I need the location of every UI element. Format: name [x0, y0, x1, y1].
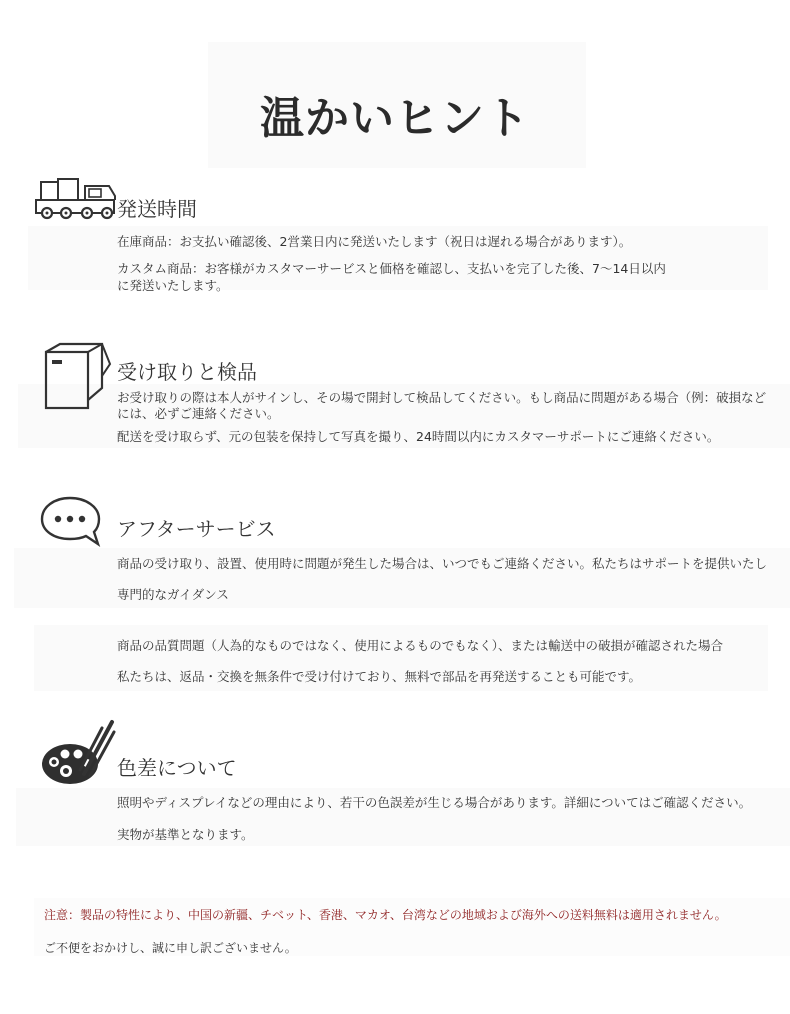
receipt-line-3: 配送を受け取らず、元の包装を保持して写真を撮り、24時間以内にカスタマーサポートにご連絡ください。 [117, 429, 720, 444]
shipping-heading: 発送時間 [117, 197, 197, 221]
receipt-heading: 受け取りと検品 [117, 360, 257, 384]
color-line-1: 照明やディスプレイなどの理由により、若干の色誤差が生じる場合があります。詳細についてはご確認ください。 [117, 795, 752, 810]
after-service-heading: アフターサービス [117, 517, 276, 541]
palette-icon [40, 716, 116, 794]
chat-bubble-icon [40, 496, 102, 552]
shipping-notice: 注意：製品の特性により、中国の新疆、チベット、香港、マカオ、台湾などの地域および海外への送料無料は適用されません。 [44, 908, 727, 922]
color-heading: 色差について [117, 756, 237, 780]
shipping-line-1: 在庫商品：お支払い確認後、2営業日内に発送いたします（祝日は遅れる場合があります）。 [117, 234, 632, 249]
color-line-2: 実物が基準となります。 [117, 827, 254, 842]
after-service-line-2: 専門的なガイダンス [117, 587, 229, 602]
box-icon [40, 340, 112, 418]
apology-text: ご不便をおかけし、誠に申し訳ございません。 [44, 941, 297, 955]
shipping-line-2: カスタム商品：お客様がカスタマーサービスと価格を確認し、支払いを完了した後、7〜14日以内 [117, 261, 666, 276]
page-title: 温かいヒント [260, 93, 530, 144]
after-service-line-4: 私たちは、返品・交換を無条件で受け付けており、無料で部品を再発送することも可能です。 [117, 669, 642, 684]
after-service-line-3: 商品の品質問題（人為的なものではなく、使用によるものでもなく）、または輸送中の破損が確認された場合 [117, 638, 724, 653]
after-service-line-1: 商品の受け取り、設置、使用時に問題が発生した場合は、いつでもご連絡ください。私たちはサポートを提供いたし [117, 556, 768, 571]
receipt-line-2: には、必ずご連絡ください。 [117, 406, 280, 421]
shipping-line-3: に発送いたします。 [117, 278, 229, 293]
receipt-line-1: お受け取りの際は本人がサインし、その場で開封して検品してください。もし商品に問題がある場合（例：破損など [117, 390, 767, 405]
truck-icon [33, 176, 117, 226]
